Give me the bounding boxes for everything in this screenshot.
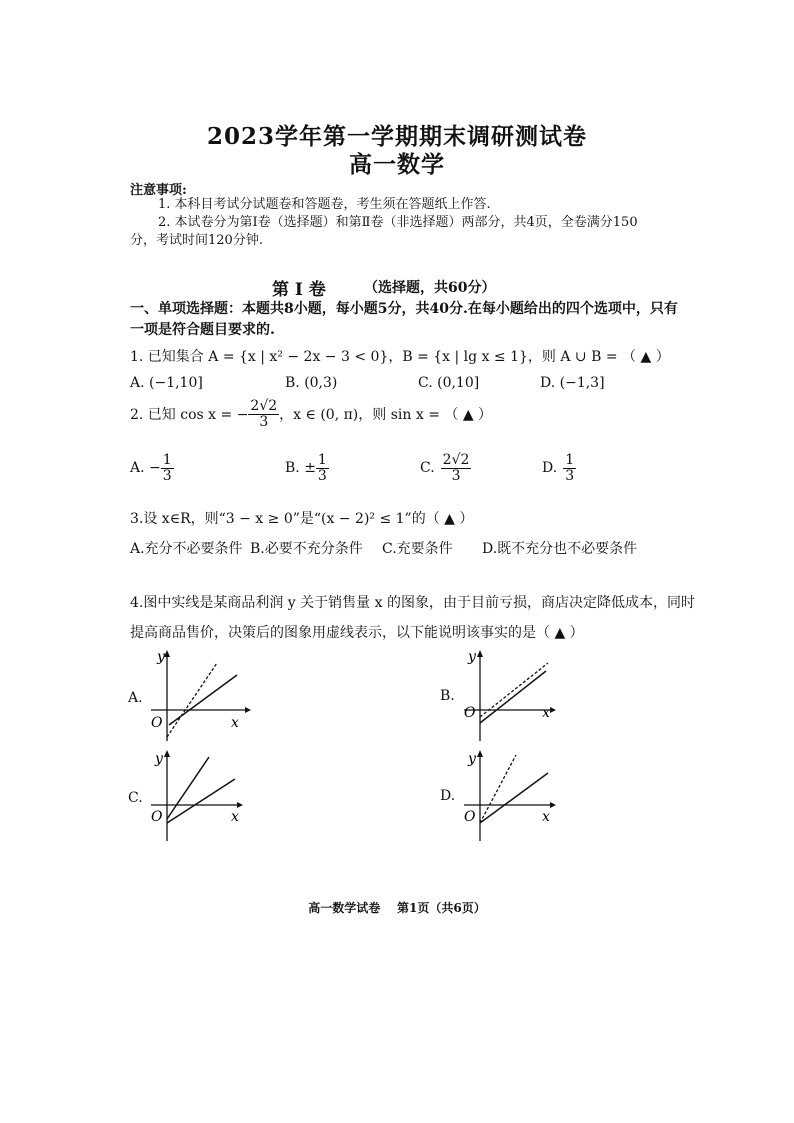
question-4-stem-line-2: 提高商品售价，决策后的图象用虚线表示，以下能说明该事实的是（ ▲ ） [130,625,584,641]
graph-b-dashed-line [480,663,548,717]
question-2-stem [130,399,492,429]
section-instructions-line-2: 一项是符合题目要求的. [130,322,275,338]
question-3-stem: 3.设 x∈R，则“3 − x ≥ 0”是“(x − 2)² ≤ 1”的（ ▲ ） [130,511,474,527]
notice-item-2-line-1: 2. 本试卷分为第Ⅰ卷（选择题）和第Ⅱ卷（非选择题）两部分，共4页，全卷满分150 [158,215,638,230]
question-2-stem-post: ，x ∈ (0, π)，则 sin x = （ ▲ ） [279,407,493,424]
question-2-option-a-label: A. − [130,460,161,477]
question-2-option-a-denominator: 3 [162,467,172,484]
graph-d-label: D. [440,788,456,804]
graph-d-solid-line [480,773,548,823]
question-1-option-c: C. (0,10] [418,375,480,391]
graph-d-y-arrow [477,750,483,757]
graph-c-line-1 [167,779,235,823]
graph-c-label: C. [128,790,143,806]
graph-c-y-label: y [155,751,163,767]
graph-c [145,745,255,845]
notice-heading: 注意事项: [130,183,187,198]
question-1-option-d: D. (−1,3] [540,375,605,391]
question-2-option-d-numerator: 1 [565,452,575,468]
question-2-option-b [285,453,329,483]
graph-d-y-label: y [468,751,476,767]
graph-b-label: B. [440,688,455,704]
question-3-option-b: B.必要不充分条件 [250,541,363,557]
question-2-option-c-label: C. [420,460,435,477]
question-3-option-d: D.既不充分也不必要条件 [482,541,638,557]
question-2-option-c [420,453,471,483]
graph-a-dashed-line [167,663,217,737]
page-title: 2023学年第一学期期末调研测试卷 [206,123,587,150]
question-2-stem-denominator: 3 [259,413,269,430]
page-footer: 高一数学试卷 第1页（共6页） [308,901,486,915]
graph-a-x-label: x [231,715,239,731]
question-4-stem-line-1: 4.图中实线是某商品利润 y 关于销售量 x 的图象，由于目前亏损，商店决定降低成本，同时 [130,595,695,611]
graph-c-x-arrow [237,802,243,808]
question-1-option-a: A. (−1,10] [130,375,203,391]
graph-c-origin-label: O [151,809,163,825]
graph-b-origin-label: O [464,705,476,721]
question-2-option-c-numerator: 2√2 [442,452,470,468]
graph-c-y-arrow [164,750,170,757]
question-2-option-c-denominator: 3 [451,467,461,484]
question-2-option-b-numerator: 1 [317,452,327,468]
notice-item-2-line-2: 分，考试时间120分钟. [130,233,263,248]
question-2-option-d-denominator: 3 [565,467,575,484]
graph-b-x-arrow [550,707,556,713]
question-2-option-b-label: B. ± [285,460,316,477]
page-subtitle: 高一数学 [349,151,445,178]
graph-d-dashed-line [480,755,516,823]
graph-b-y-label: y [468,649,476,665]
question-2-option-a [130,453,174,483]
graph-d [458,745,568,845]
question-3-option-c: C.充要条件 [382,541,453,557]
graph-b-x-label: x [542,705,550,721]
graph-d-x-label: x [542,809,550,825]
question-2-option-b-denominator: 3 [317,467,327,484]
graph-c-x-label: x [231,809,239,825]
graph-b [458,645,568,745]
question-2-option-a-numerator: 1 [162,452,172,468]
question-1-stem: 1. 已知集合 A = {x | x² − 2x − 3 < 0}，B = {x | lg x ≤ 1}，则 A ∪ B = （ ▲ ） [130,349,670,365]
section-title: 第 Ⅰ 卷 [272,280,326,300]
graph-a-solid-line [169,675,237,725]
graph-a-y-label: y [157,649,165,665]
question-2-option-d [542,453,576,483]
graph-b-y-arrow [477,650,483,657]
graph-a [145,645,255,745]
graph-d-x-arrow [550,802,556,808]
graph-a-origin-label: O [151,715,163,731]
question-2-stem-fraction [248,399,279,429]
graph-a-label: A. [128,690,143,706]
question-2-option-d-label: D. [542,460,558,477]
question-2-stem-numerator: 2√2 [250,398,278,414]
graph-a-x-arrow [245,707,251,713]
section-subtitle: （选择题，共60分） [364,280,496,296]
section-instructions-line-1: 一、单项选择题：本题共8小题，每小题5分，共40分.在每小题给出的四个选项中，只有 [130,301,678,317]
question-3-option-a: A.充分不必要条件 [130,541,243,557]
question-2-stem-pre: 2. 已知 cos x = − [130,407,249,424]
question-1-option-b: B. (0,3) [285,375,338,391]
graph-b-solid-line [480,671,546,723]
notice-item-1: 1. 本科目考试分试题卷和答题卷，考生须在答题纸上作答. [158,197,491,212]
graph-d-origin-label: O [464,809,476,825]
